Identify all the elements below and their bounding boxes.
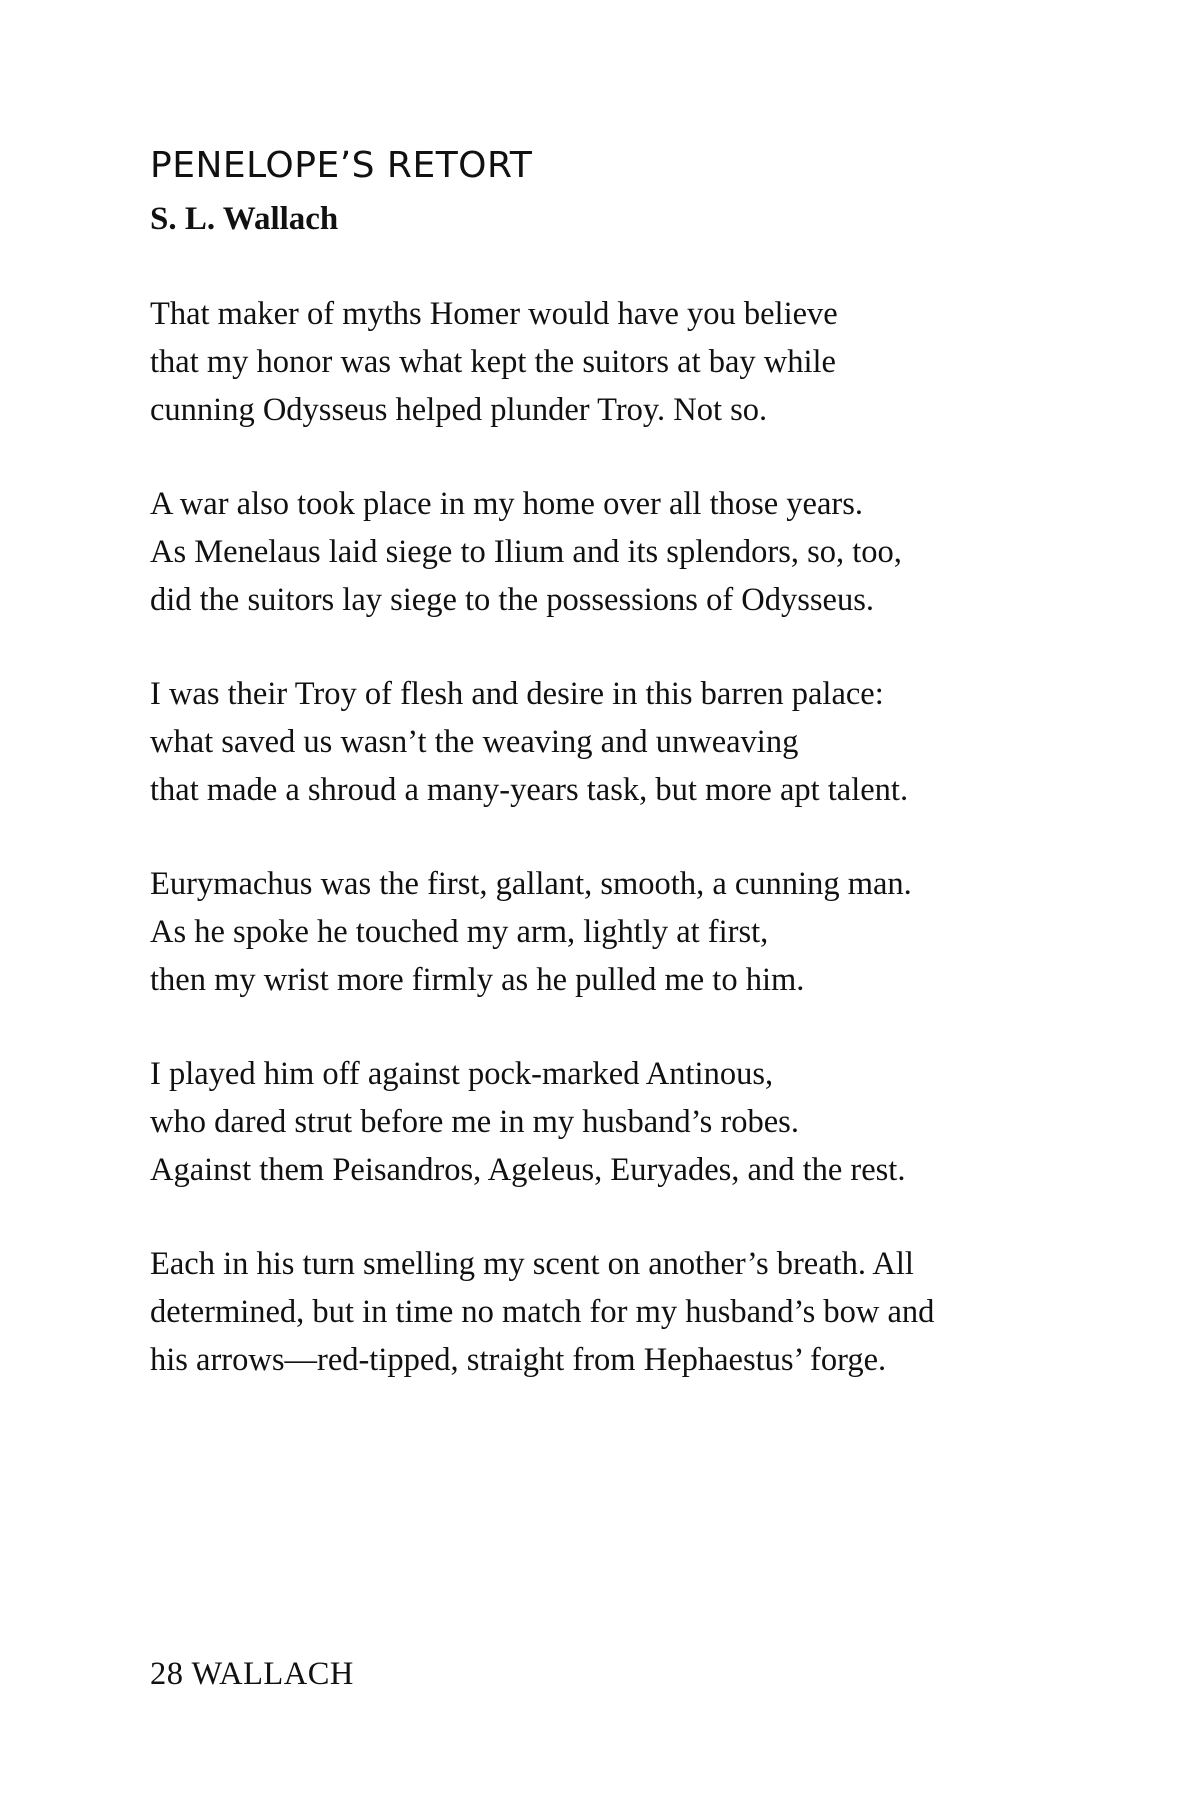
poem-line: Eurymachus was the first, gallant, smooth, a cunning man. <box>150 866 912 902</box>
poem-line: did the suitors lay siege to the possessions of Odysseus. <box>150 582 874 618</box>
poem-line: A war also took place in my home over all those years. <box>150 486 864 522</box>
poem-line: that made a shroud a many-years task, but more apt talent. <box>150 772 909 808</box>
poem-line: who dared strut before me in my husband’s robes. <box>150 1104 799 1140</box>
poem-title: PENELOPE’S RETORT <box>150 145 533 186</box>
stanza <box>150 860 1050 1004</box>
stanza <box>150 290 1050 434</box>
poem-line: cunning Odysseus helped plunder Troy. Not so. <box>150 392 768 428</box>
page-footer: 28 WALLACH <box>150 1656 354 1692</box>
stanza <box>150 1240 1050 1384</box>
poem-line: Each in his turn smelling my scent on another’s breath. All <box>150 1246 914 1282</box>
poem-line: his arrows—red-tipped, straight from Hephaestus’ forge. <box>150 1342 887 1378</box>
poem-line: what saved us wasn’t the weaving and unweaving <box>150 724 799 760</box>
poem-body <box>150 290 1050 1430</box>
poem-line: Against them Peisandros, Ageleus, Euryades, and the rest. <box>150 1152 906 1188</box>
stanza <box>150 480 1050 624</box>
poem-line: determined, but in time no match for my husband’s bow and <box>150 1294 935 1330</box>
poem-line: I played him off against pock-marked Antinous, <box>150 1056 774 1092</box>
poem-line: that my honor was what kept the suitors at bay while <box>150 344 836 380</box>
stanza <box>150 670 1050 814</box>
poem-line: then my wrist more firmly as he pulled me to him. <box>150 962 805 998</box>
stanza <box>150 1050 1050 1194</box>
poem-line: That maker of myths Homer would have you believe <box>150 296 838 332</box>
poem-author: S. L. Wallach <box>150 201 339 237</box>
poem-line: As he spoke he touched my arm, lightly at first, <box>150 914 769 950</box>
poem-line: I was their Troy of flesh and desire in this barren palace: <box>150 676 884 712</box>
poem-line: As Menelaus laid siege to Ilium and its splendors, so, too, <box>150 534 902 570</box>
